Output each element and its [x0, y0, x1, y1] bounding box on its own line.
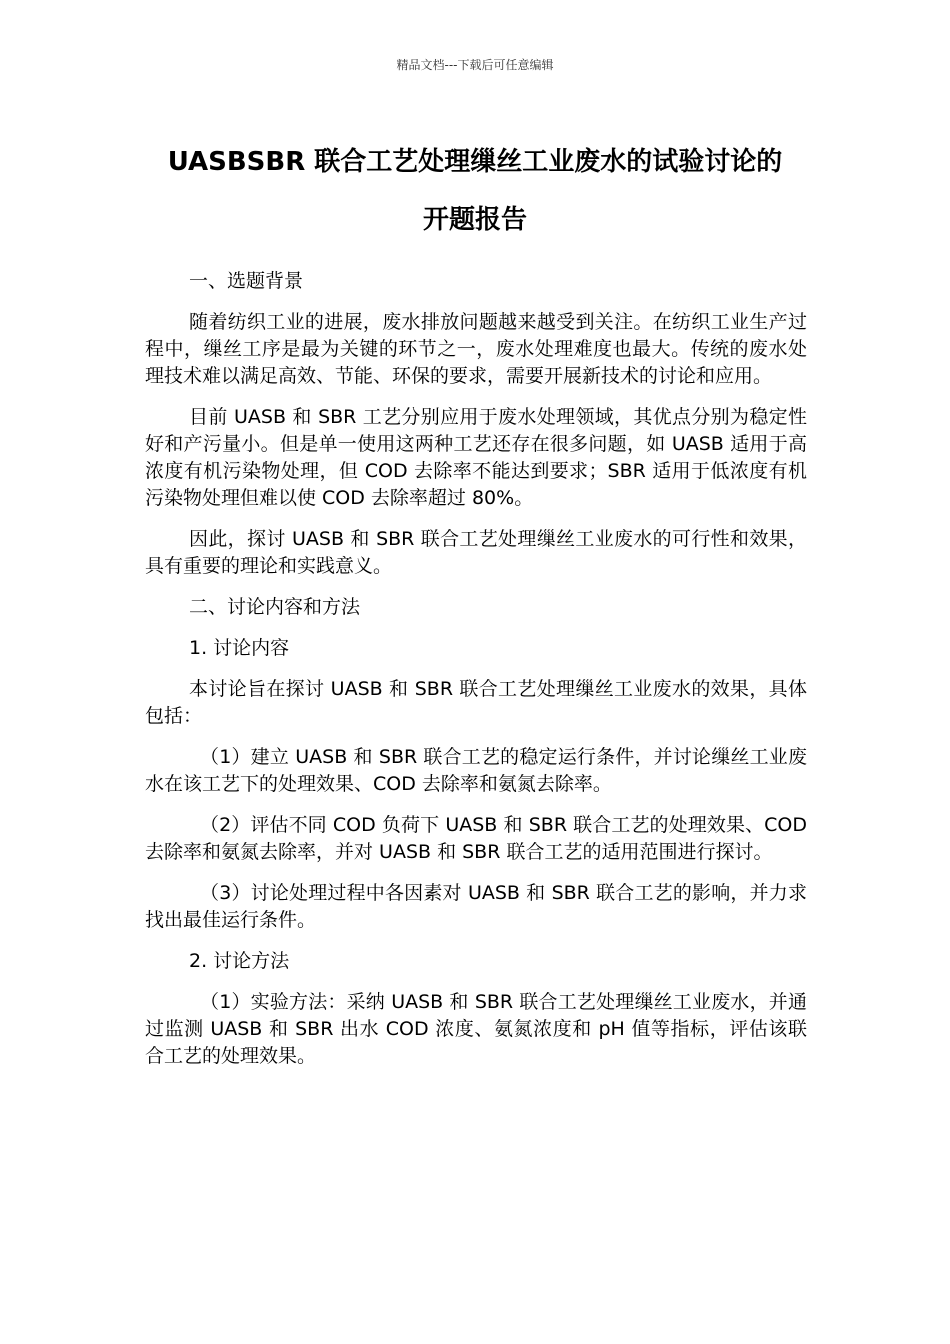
document-title [130, 133, 820, 249]
title-line-2: 开题报告 [422, 205, 527, 235]
subheading-method: 2. 讨论方法 [189, 950, 290, 972]
title-line-1: UASBSBR 联合工艺处理缫丝工业废水的试验讨论的 [167, 147, 783, 177]
list-item-content-1: （1）建立 UASB 和 SBR 联合工艺的稳定运行条件，并讨论缫丝工业废水在该工艺下的处理效果、COD 去除率和氨氮去除率。 [145, 746, 807, 795]
paragraph-content-intro: 本讨论旨在探讨 UASB 和 SBR 联合工艺处理缫丝工业废水的效果，具体包括： [145, 678, 807, 727]
section-heading-content-method: 二、讨论内容和方法 [189, 596, 361, 618]
paragraph-background-2: 目前 UASB 和 SBR 工艺分别应用于废水处理领域，其优点分别为稳定性好和产污量小。但是单一使用这两种工艺还存在很多问题，如 UASB 适用于高浓度有机污染物处理，但 COD 去除率不能达到要求；SBR 适用于低浓度有机污染物处理但难以使 COD 去除率超过 80%。 [145, 406, 807, 509]
paragraph-background-1: 随着纺织工业的进展，废水排放问题越来越受到关注。在纺织工业生产过程中，缫丝工序是最为关键的环节之一，废水处理难度也最大。传统的废水处理技术难以满足高效、节能、环保的要求，需要开展新技术的讨论和应用。 [145, 311, 807, 387]
list-item-content-3: （3）讨论处理过程中各因素对 UASB 和 SBR 联合工艺的影响，并力求找出最佳运行条件。 [145, 882, 807, 931]
header-watermark: 精品文档---下载后可任意编辑 [396, 58, 554, 72]
list-item-content-2: （2）评估不同 COD 负荷下 UASB 和 SBR 联合工艺的处理效果、COD 去除率和氨氮去除率，并对 UASB 和 SBR 联合工艺的适用范围进行探讨。 [145, 814, 807, 863]
section-heading-background: 一、选题背景 [189, 270, 304, 292]
subheading-content: 1. 讨论内容 [189, 637, 290, 659]
paragraph-background-3: 因此，探讨 UASB 和 SBR 联合工艺处理缫丝工业废水的可行性和效果，具有重要的理论和实践意义。 [145, 528, 807, 577]
document-body [145, 268, 807, 1084]
list-item-method-1: （1）实验方法：采纳 UASB 和 SBR 联合工艺处理缫丝工业废水，并通过监测 UASB 和 SBR 出水 COD 浓度、氨氮浓度和 pH 值等指标，评估该联合工艺的处理效果。 [145, 991, 807, 1067]
